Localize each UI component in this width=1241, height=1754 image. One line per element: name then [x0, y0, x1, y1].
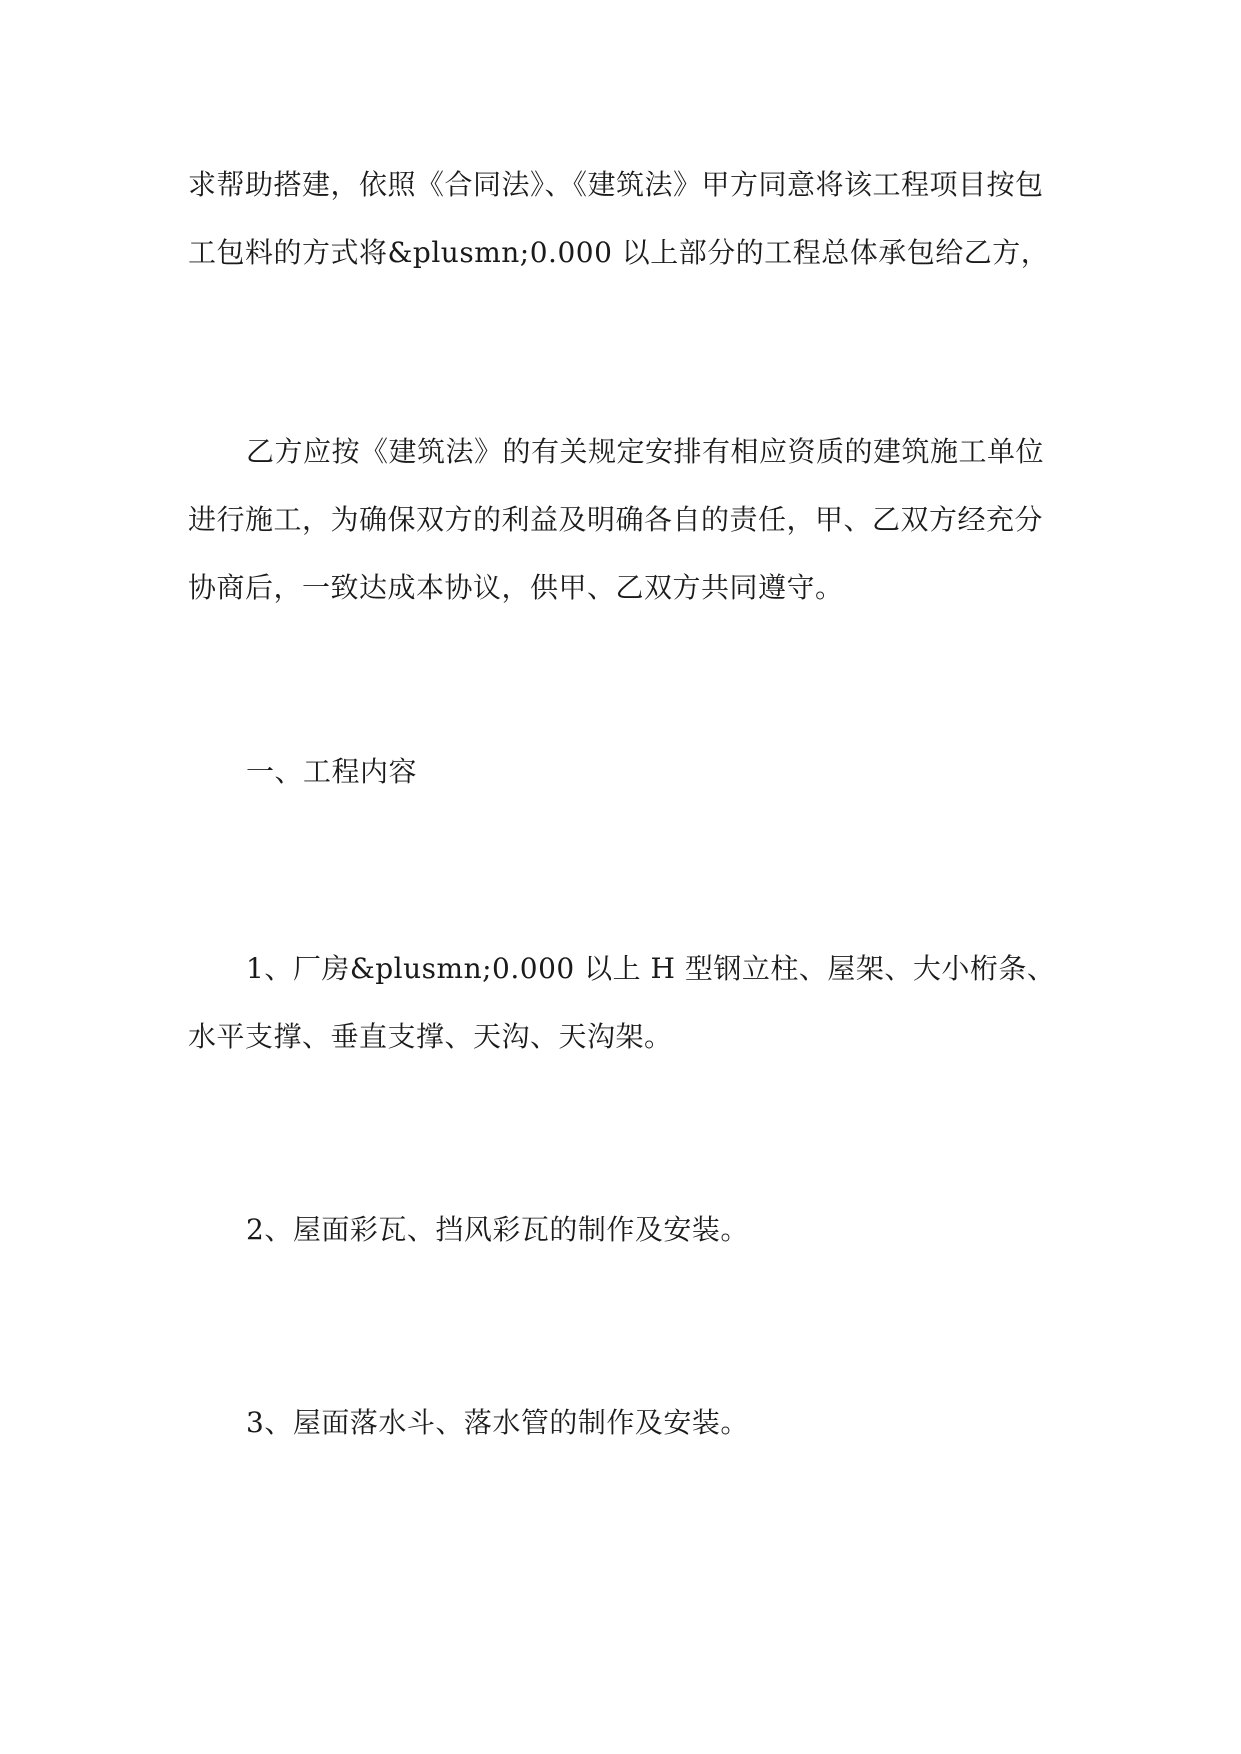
paragraph-construction-requirement: 乙方应按《建筑法》的有关规定安排有相应资质的建筑施工单位进行施工，为确保双方的利益及明确各自的责任，甲、乙双方经充分协商后，一致达成本协议，供甲、乙双方共同遵守。 [188, 435, 1045, 604]
list-item-roof-tiles: 2、屋面彩瓦、挡风彩瓦的制作及安装。 [246, 1213, 749, 1246]
list-item-drainage: 3、屋面落水斗、落水管的制作及安装。 [246, 1406, 749, 1439]
list-item-steel-structure: 1、厂房&plusmn;0.000 以上 H 型钢立柱、屋架、大小桁条、水平支撑、垂直支撑、天沟、天沟架。 [188, 952, 1056, 1053]
section-heading-project-content: 一、工程内容 [246, 755, 418, 788]
paragraph-contract-basis: 求帮助搭建，依照《合同法》、《建筑法》甲方同意将该工程项目按包工包料的方式将&plusmn;0.000 以上部分的工程总体承包给乙方， [188, 168, 1050, 269]
